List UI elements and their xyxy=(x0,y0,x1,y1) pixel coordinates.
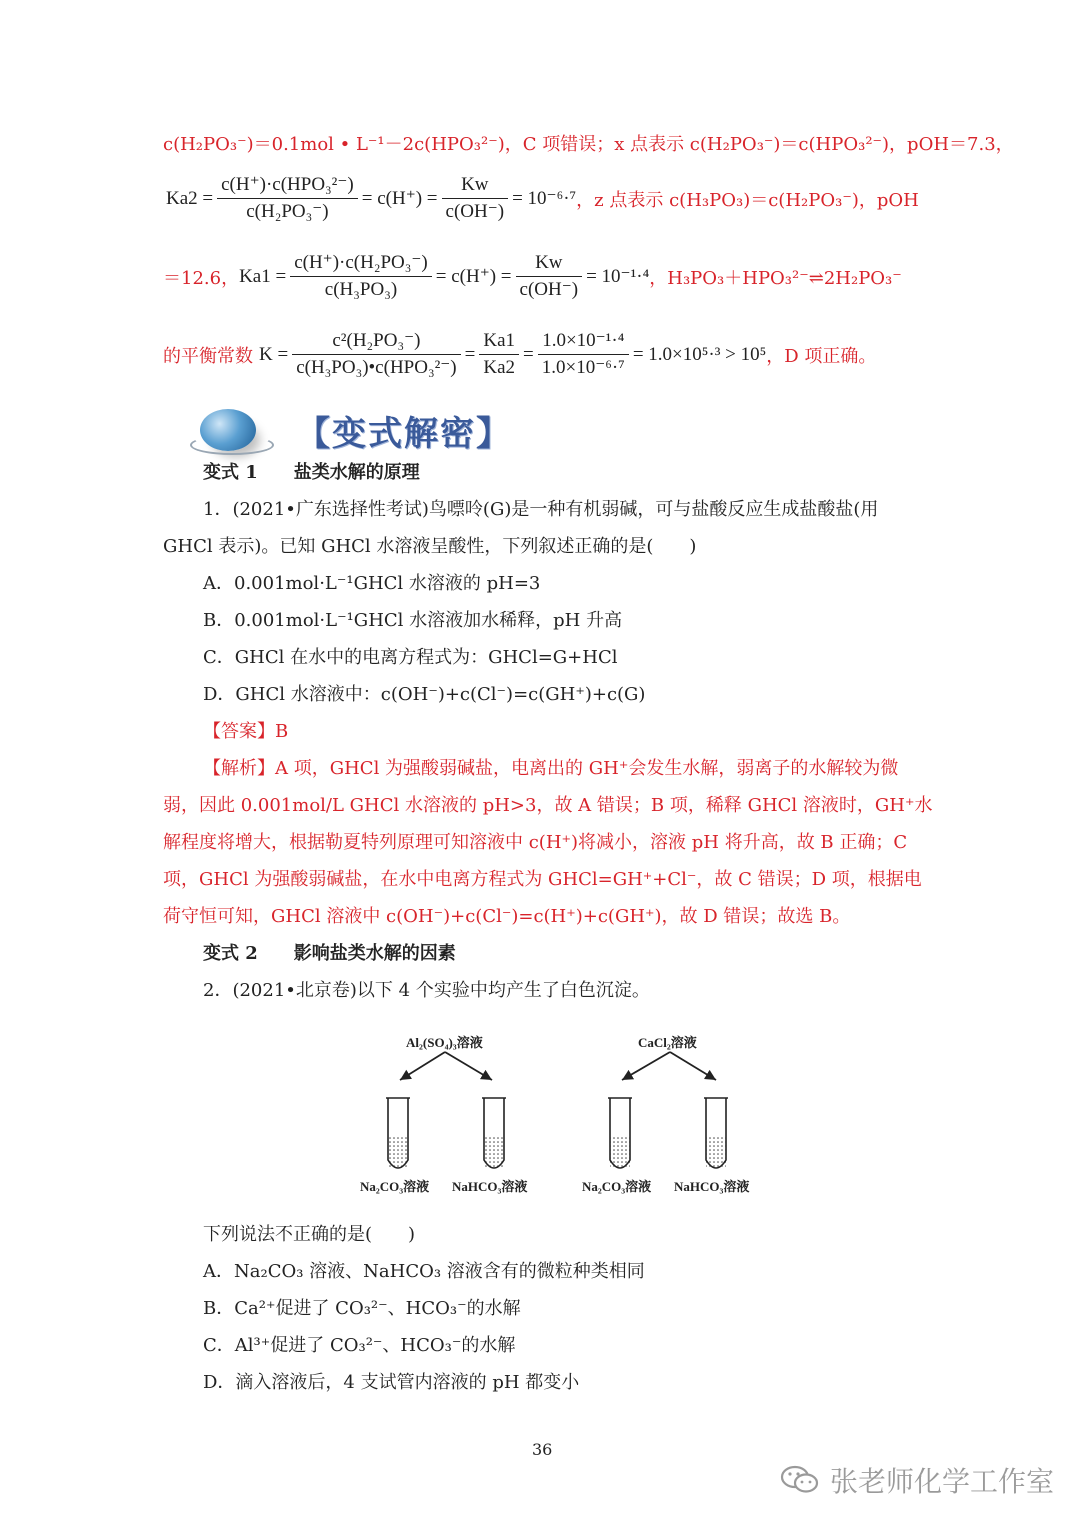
variation-1-heading: 变式 1 盐类水解的原理 xyxy=(203,462,420,483)
question-1-option-c: C．GHCl 在水中的电离方程式为：GHCl=G+HCl xyxy=(203,647,618,668)
test-tube-1 xyxy=(386,1098,410,1168)
ka2-numerator-2: Kw xyxy=(442,172,509,199)
question-1-option-b: B．0.001mol·L⁻¹GHCl 水溶液加水稀释，pH 升高 xyxy=(203,610,623,631)
k-numerator-1: c²(H₂PO₃⁻) xyxy=(292,328,460,355)
explanation-line-1: 【解析】A 项，GHCl 为强酸弱碱盐，电离出的 GH⁺会发生水解，弱离子的水解较为微 xyxy=(203,758,899,779)
ka1-head: ＝12.6， xyxy=(163,267,240,289)
section-banner xyxy=(200,400,512,460)
ka2-tail: ，z 点表示 c(H₃PO₃)＝c(H₂PO₃⁻)，pOH xyxy=(576,189,919,211)
ka1-equation xyxy=(163,250,902,303)
ka2-denominator-2: c(OH⁻) xyxy=(445,201,505,222)
ka2-lhs: Ka2 = xyxy=(166,187,214,209)
tube-3-label: Na₂CO₃溶液 xyxy=(582,1179,652,1194)
k-numerator-2: Ka1 xyxy=(479,328,519,355)
question-2-option-c: C．Al³⁺促进了 CO₃²⁻、HCO₃⁻的水解 xyxy=(203,1335,516,1356)
arrow-3 xyxy=(622,1052,670,1080)
question-2-line-2: 下列说法不正确的是( ) xyxy=(203,1224,416,1245)
arrow-2 xyxy=(445,1052,492,1080)
tube-4-label: NaHCO₃溶液 xyxy=(674,1179,750,1194)
arrow-4 xyxy=(670,1052,716,1080)
ka2-value: = 10⁻⁶·⁷ xyxy=(512,188,577,209)
variation-2-heading: 变式 2 影响盐类水解的因素 xyxy=(203,943,456,964)
banner-title: 【变式解密】 xyxy=(296,413,512,454)
question-1-answer: 【答案】B xyxy=(203,721,289,742)
test-tube-2 xyxy=(482,1098,506,1168)
tube-1-label: Na₂CO₃溶液 xyxy=(360,1179,430,1194)
ka1-value: = 10⁻¹·⁴ xyxy=(586,266,650,287)
k-fraction-2 xyxy=(479,328,519,381)
ka1-numerator-2: Kw xyxy=(516,250,583,277)
k-denominator-2: Ka2 xyxy=(483,357,516,378)
figure-label-al2so43: Al₂(SO₄)₃溶液 xyxy=(406,1035,483,1050)
globe-icon xyxy=(200,409,256,451)
ka1-tail: ，H₃PO₃＋HPO₃²⁻⇌2H₂PO₃⁻ xyxy=(649,267,902,289)
ka1-fraction-2 xyxy=(516,250,583,303)
explanation-line-2: 弱，因此 0.001mol/L GHCl 水溶液的 pH>3，故 A 错误；B 项，稀释 GHCl 溶液时，GH⁺水 xyxy=(163,795,933,816)
question-1-option-d: D．GHCl 水溶液中：c(OH⁻)+c(Cl⁻)=c(GH⁺)+c(G) xyxy=(203,684,646,705)
ka2-equation xyxy=(166,172,919,225)
solution-line-1: c(H₂PO₃⁻)＝0.1mol • L⁻¹－2c(HPO₃²⁻)，C 项错误；x 点表示 c(H₂PO₃⁻)＝c(HPO₃²⁻)，pOH＝7.3， xyxy=(163,134,1014,155)
ka2-denominator-1: c(H₂PO₃⁻) xyxy=(246,201,329,222)
question-2-option-b: B．Ca²⁺促进了 CO₃²⁻、HCO₃⁻的水解 xyxy=(203,1298,521,1319)
ka1-middle: = c(H⁺) = xyxy=(435,266,512,287)
ka1-lhs: Ka1 = xyxy=(239,265,287,287)
page-number: 36 xyxy=(532,1440,553,1459)
k-lhs: K = xyxy=(259,343,289,365)
arrow-1 xyxy=(400,1052,445,1080)
watermark xyxy=(780,1460,1054,1500)
explanation-line-5: 荷守恒可知，GHCl 溶液中 c(OH⁻)+c(Cl⁻)=c(H⁺)+c(GH⁺)，故 D 错误；故选 B。 xyxy=(163,906,851,927)
test-tube-figure xyxy=(340,1020,780,1210)
wechat-icon xyxy=(780,1464,820,1496)
k-value: = 1.0×10⁵·³ > 10⁵ xyxy=(632,343,767,365)
k-fraction-3 xyxy=(538,328,629,381)
tube-2-label: NaHCO₃溶液 xyxy=(452,1179,528,1194)
explanation-line-3: 解程度将增大，根据勒夏特列原理可知溶液中 c(H⁺)将减小，溶液 pH 将升高，故 B 正确；C xyxy=(163,832,908,853)
k-tail: ，D 项正确。 xyxy=(766,345,877,367)
question-2-option-d: D．滴入溶液后，4 支试管内溶液的 pH 都变小 xyxy=(203,1372,580,1393)
ka2-numerator-1: c(H⁺)·c(HPO₃²⁻) xyxy=(217,172,358,199)
ka1-numerator-1: c(H⁺)·c(H₂PO₃⁻) xyxy=(290,250,432,277)
ka1-denominator-1: c(H₃PO₃) xyxy=(324,279,398,300)
question-1-line-2: GHCl 表示)。已知 GHCl 水溶液呈酸性，下列叙述正确的是( ) xyxy=(163,536,697,557)
test-tube-4 xyxy=(704,1098,728,1168)
ka1-fraction-1 xyxy=(290,250,432,303)
k-fraction-1 xyxy=(292,328,460,381)
k-denominator-1: c(H₃PO₃)•c(HPO₃²⁻) xyxy=(296,357,457,378)
k-equation: 的平衡常数 K = $\frac{\text{c²(H₂PO₃⁻)}}{\text{c(H₃PO₃)•c(HPO₃²⁻)}}$ = $\frac{Ka1}{Ka2}$ = $\frac{\text{1.0×10⁻¹·⁴}}{\text{1.0×10⁻⁶·⁷}}$ = 1.0×10⁵·³ > 10⁵ ，D 项正确。 xyxy=(163,328,876,381)
ka1-denominator-2: c(OH⁻) xyxy=(519,279,579,300)
question-2-option-a: A．Na₂CO₃ 溶液、NaHCO₃ 溶液含有的微粒种类相同 xyxy=(203,1261,645,1282)
ka2-middle: = c(H⁺) = xyxy=(361,188,438,209)
ka2-fraction-1 xyxy=(217,172,358,225)
question-1-line-1: 1．(2021•广东选择性考试)鸟嘌呤(G)是一种有机弱碱，可与盐酸反应生成盐酸盐(用 xyxy=(203,499,879,520)
k-head: 的平衡常数 xyxy=(163,345,253,367)
ka2-fraction-2 xyxy=(442,172,509,225)
watermark-text: 张老师化学工作室 xyxy=(830,1465,1055,1498)
question-1-option-a: A．0.001mol·L⁻¹GHCl 水溶液的 pH=3 xyxy=(203,573,541,594)
question-2-line-1: 2．(2021•北京卷)以下 4 个实验中均产生了白色沉淀。 xyxy=(203,980,650,1001)
k-numerator-3: 1.0×10⁻¹·⁴ xyxy=(538,328,629,355)
test-tube-3 xyxy=(608,1098,632,1168)
k-denominator-3: 1.0×10⁻⁶·⁷ xyxy=(541,357,625,378)
explanation-line-4: 项，GHCl 为强酸弱碱盐，在水中电离方程式为 GHCl=GH⁺+Cl⁻，故 C 错误；D 项，根据电 xyxy=(163,869,922,890)
figure-label-cacl2: CaCl₂溶液 xyxy=(638,1035,697,1050)
